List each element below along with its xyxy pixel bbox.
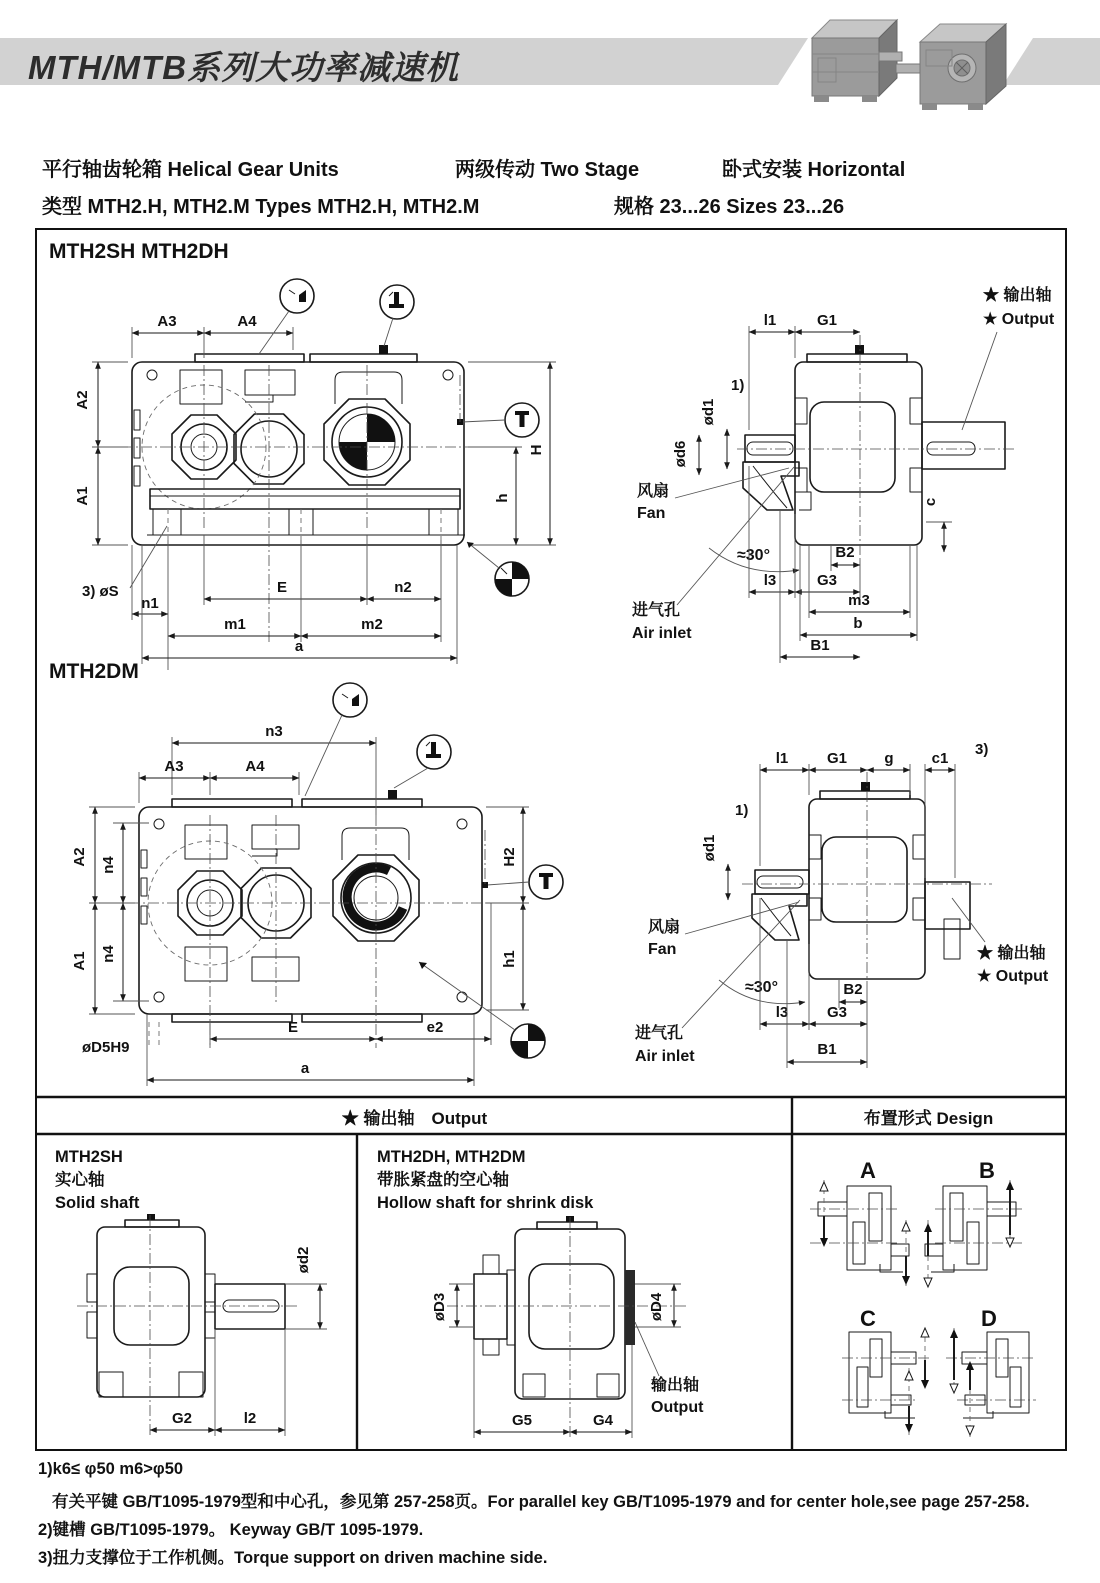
dim2-l3: l3 bbox=[775, 1004, 789, 1021]
dim-g3: G3 bbox=[816, 572, 838, 589]
design-b-label: B bbox=[979, 1158, 995, 1183]
subtitle-twostage: 两级传动 Two Stage bbox=[455, 159, 640, 181]
dim-c: c bbox=[922, 497, 939, 507]
dim2-a1: A1 bbox=[71, 951, 88, 971]
dim-n1: n1 bbox=[141, 595, 159, 612]
dim2-g: g bbox=[884, 750, 894, 767]
dim-g1: G1 bbox=[816, 312, 838, 329]
angle-label: ≈30° bbox=[737, 547, 770, 564]
mth2dm-side-dimensions bbox=[635, 741, 1049, 1068]
solid-title-model: MTH2SH bbox=[55, 1148, 123, 1166]
dim-a2: A2 bbox=[74, 390, 91, 410]
output-star-en: ★ Output bbox=[983, 311, 1055, 328]
air2-inlet-zh: 进气孔 bbox=[635, 1025, 684, 1042]
mth2dm-side-view bbox=[742, 772, 992, 990]
dim2-g3: G3 bbox=[826, 1004, 848, 1021]
fan2-label-en: Fan bbox=[648, 941, 677, 958]
dim-b: b bbox=[853, 615, 863, 632]
dim-n3: n3 bbox=[265, 723, 283, 740]
dim-d5h9: øD5H9 bbox=[82, 1039, 130, 1056]
mth2sh-front-dimensions bbox=[74, 313, 556, 670]
mth2sh-side-dimensions bbox=[632, 285, 1055, 663]
output2-star-en: ★ Output bbox=[977, 968, 1049, 985]
dim2-l1: l1 bbox=[775, 750, 789, 767]
dim-a: a bbox=[294, 638, 304, 655]
design-c-label: C bbox=[860, 1306, 876, 1331]
dim-os: 3) øS bbox=[82, 583, 119, 600]
drawing1-title: MTH2SH MTH2DH bbox=[49, 240, 229, 263]
design-b bbox=[924, 1158, 1022, 1287]
dim2-a2: A2 bbox=[71, 847, 88, 867]
fan-label-en: Fan bbox=[637, 505, 666, 522]
dim-e2: e2 bbox=[426, 1019, 444, 1036]
technical-drawings bbox=[37, 230, 1065, 1449]
dim-d6: ød6 bbox=[672, 440, 689, 468]
dim-d1: ød1 bbox=[700, 398, 717, 426]
dim-m1: m1 bbox=[224, 616, 246, 633]
output-star-zh: ★ 输出轴 bbox=[983, 287, 1052, 304]
product-photos bbox=[800, 6, 1015, 121]
hollow-title-zh: 带胀紧盘的空心轴 bbox=[377, 1171, 509, 1189]
hollow-title-en: Hollow shaft for shrink disk bbox=[377, 1194, 594, 1212]
solid-shaft-drawing bbox=[77, 1214, 327, 1436]
design-a-label: A bbox=[860, 1158, 876, 1183]
header-band-right bbox=[1003, 38, 1100, 85]
dim2-b1: B1 bbox=[817, 1041, 837, 1058]
dim-dd4: øD4 bbox=[648, 1292, 665, 1322]
solid-shaft-titles bbox=[55, 1146, 139, 1215]
oil-level-icon bbox=[457, 375, 539, 437]
hollow-title-model: MTH2DH, MTH2DM bbox=[377, 1148, 526, 1166]
design-c bbox=[842, 1306, 932, 1435]
fan2-label-zh: 风扇 bbox=[648, 919, 681, 936]
subtitle-horizontal: 卧式安装 Horizontal bbox=[722, 159, 906, 181]
dim2-a4: A4 bbox=[245, 758, 265, 775]
air-inlet-en: Air inlet bbox=[632, 625, 692, 642]
dim-m3: m3 bbox=[848, 592, 870, 609]
fan-label-zh: 风扇 bbox=[637, 483, 670, 500]
dim-d2: ød2 bbox=[295, 1246, 312, 1274]
dim-h1: h1 bbox=[501, 950, 518, 968]
dim2-d1: ød1 bbox=[701, 834, 718, 862]
air-inlet-zh: 进气孔 bbox=[632, 602, 681, 619]
dim2-a3: A3 bbox=[164, 758, 184, 775]
design-a bbox=[810, 1158, 910, 1286]
dim-e: E bbox=[276, 579, 288, 596]
dim-b1: B1 bbox=[810, 637, 830, 654]
design-d-label: D bbox=[981, 1306, 997, 1331]
dim-h-low: h bbox=[494, 493, 511, 503]
dim-h-cap: H bbox=[528, 444, 545, 456]
dim2-g1: G1 bbox=[826, 750, 848, 767]
dim-a4: A4 bbox=[237, 313, 257, 330]
note2-1: 1) bbox=[735, 802, 749, 819]
angle2-label: ≈30° bbox=[745, 979, 778, 996]
dim-a3: A3 bbox=[157, 313, 177, 330]
note-3: 3) bbox=[975, 741, 989, 758]
dim-n4b: n4 bbox=[100, 945, 117, 963]
dim2-b2: B2 bbox=[843, 981, 863, 998]
dim-l3: l3 bbox=[763, 572, 777, 589]
dim-a1: A1 bbox=[74, 486, 91, 506]
mth2dm-front-view bbox=[129, 790, 492, 1048]
oil-drain-icon bbox=[467, 542, 529, 596]
dim-h2: H2 bbox=[501, 847, 518, 867]
air2-inlet-en: Air inlet bbox=[635, 1048, 695, 1065]
vent-icon bbox=[380, 285, 414, 346]
mth2sh-side-view bbox=[737, 335, 1015, 560]
page-title: MTH/MTB系列大功率减速机 bbox=[28, 49, 460, 86]
hollow-output-zh: 输出轴 bbox=[651, 1377, 700, 1394]
footnote-2: 有关平键 GB/T1095-1979型和中心孔，参见第 257-258页。For parallel key GB/T1095-1979 and for center hole,see page 257-258. bbox=[52, 1493, 1030, 1511]
dim2-c1: c1 bbox=[931, 750, 949, 767]
subtitle-types: 类型 MTH2.H, MTH2.M Types MTH2.H, MTH2.M bbox=[42, 196, 480, 218]
footnote-3: 2)键槽 GB/T1095-1979。 Keyway GB/T 1095-1979. bbox=[38, 1521, 424, 1539]
note-1: 1) bbox=[731, 377, 745, 394]
dim-l1: l1 bbox=[763, 312, 777, 329]
drawing-frame bbox=[35, 228, 1067, 1451]
dim-dd3: øD3 bbox=[431, 1292, 448, 1322]
drawing2-title: MTH2DM bbox=[49, 660, 139, 683]
hollow-shaft-titles bbox=[377, 1146, 593, 1215]
footnote-1: 1)k6≤ φ50 m6>φ50 bbox=[38, 1460, 184, 1478]
dim-n4a: n4 bbox=[100, 856, 117, 874]
dim-m2: m2 bbox=[361, 616, 383, 633]
dim-b2: B2 bbox=[835, 544, 855, 561]
dim2-a-len: a bbox=[300, 1060, 310, 1077]
dim-g2: G2 bbox=[171, 1410, 193, 1427]
solid-title-zh: 实心轴 bbox=[55, 1171, 105, 1189]
solid-title-en: Solid shaft bbox=[55, 1194, 140, 1212]
dim-n2: n2 bbox=[394, 579, 412, 596]
hollow-output-en: Output bbox=[651, 1399, 704, 1416]
hollow-shaft-drawing bbox=[431, 1216, 704, 1438]
dim2-e: E bbox=[287, 1019, 299, 1036]
design-d bbox=[946, 1306, 1036, 1437]
footnote-4: 3)扭力支撑位于工作机侧。Torque support on driven machine side. bbox=[38, 1549, 548, 1567]
dim-l2: l2 bbox=[243, 1410, 257, 1427]
design-section-header: 布置形式 Design bbox=[863, 1109, 994, 1128]
oil-fill-icon bbox=[259, 279, 314, 354]
gearbox-photo-right bbox=[896, 24, 1006, 110]
mth2sh-front-view bbox=[122, 345, 477, 642]
subtitle-helical: 平行轴齿轮箱 Helical Gear Units bbox=[42, 159, 339, 181]
subtitle-sizes: 规格 23...26 Sizes 23...26 bbox=[614, 196, 845, 218]
gearbox-photo-left bbox=[812, 20, 902, 102]
dim-g4: G4 bbox=[592, 1412, 614, 1429]
vent-icon-2 bbox=[394, 735, 451, 788]
output2-star-zh: ★ 输出轴 bbox=[977, 945, 1046, 962]
dim-g5: G5 bbox=[511, 1412, 533, 1429]
oil-fill-icon-2 bbox=[305, 683, 367, 796]
output-section-header: ★ 输出轴 Output bbox=[341, 1109, 488, 1128]
